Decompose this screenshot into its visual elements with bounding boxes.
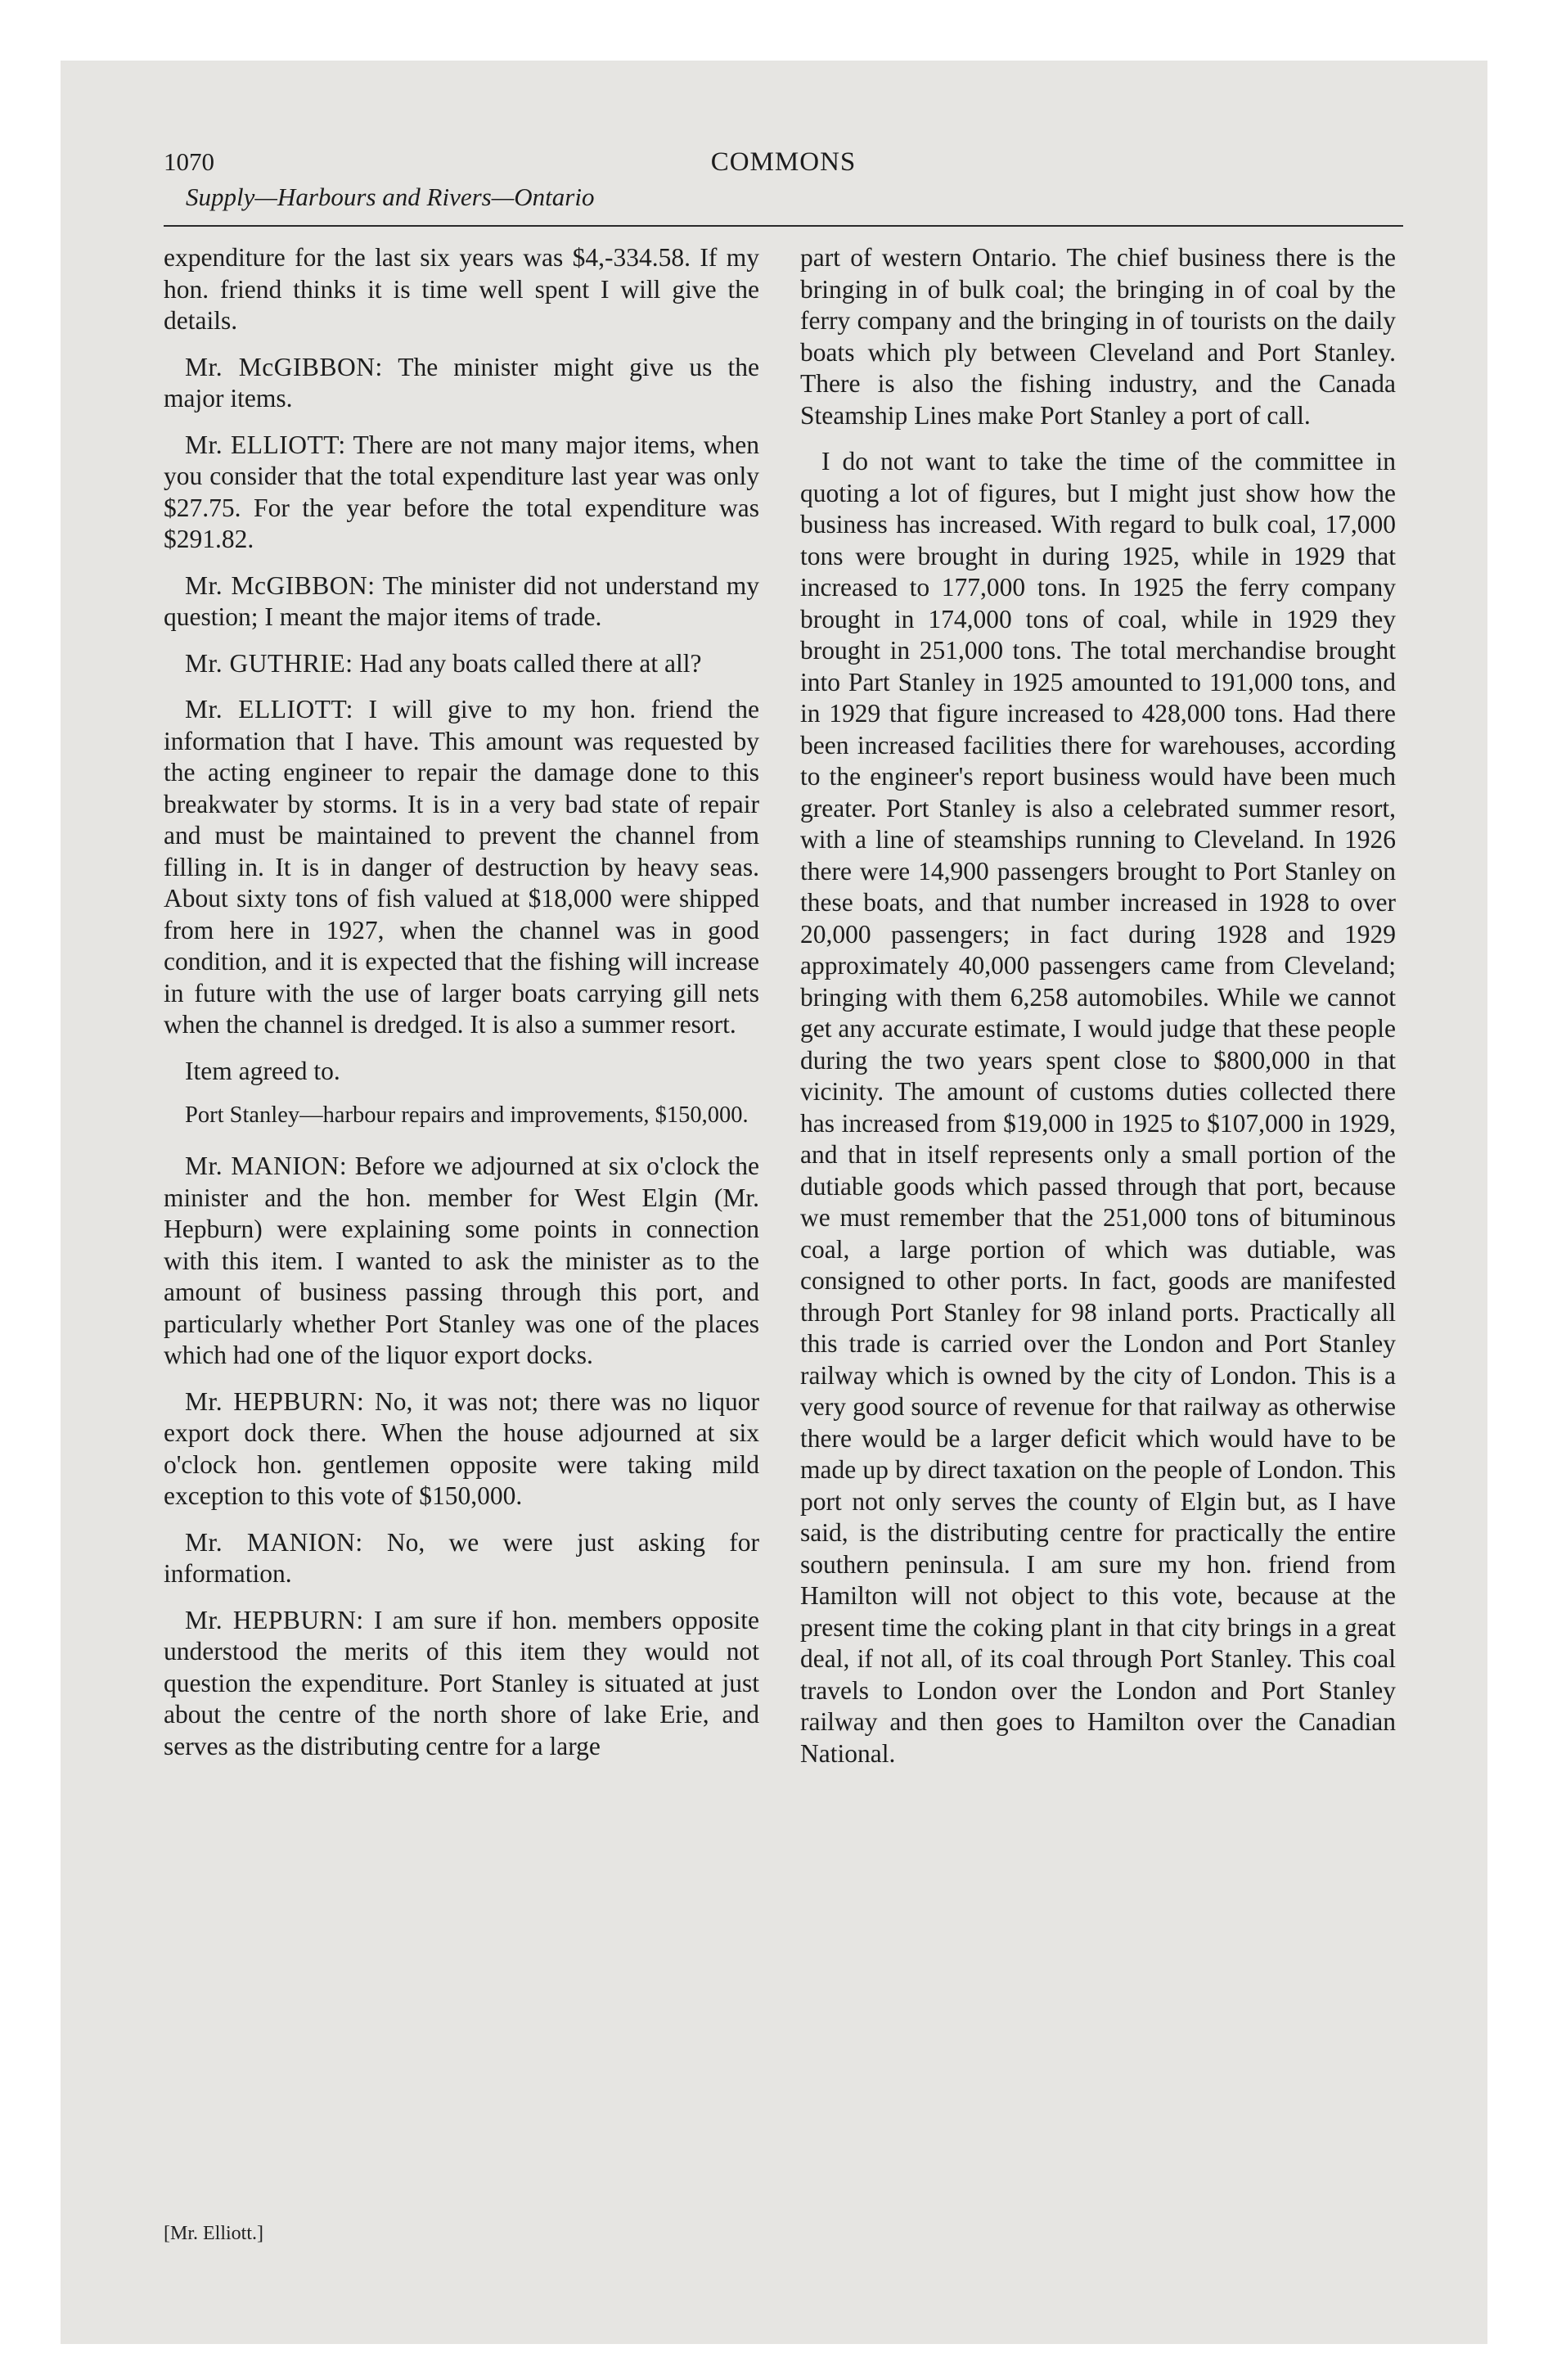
speaker-name: Mr. MANION:	[185, 1152, 348, 1180]
speaker-name: Mr. GUTHRIE:	[185, 648, 353, 678]
procedural-note: Item agreed to.	[185, 1056, 340, 1085]
speaker-name: Mr. HEPBURN:	[185, 1386, 365, 1416]
right-column	[800, 242, 1396, 1784]
speaker-name: Mr. HEPBURN:	[185, 1605, 364, 1634]
left-column	[164, 242, 759, 1777]
speech-paragraph: Mr. MANION: No, we were just asking for information.	[164, 1527, 759, 1588]
paragraph: I do not want to take the time of the committee in quoting a lot of figures, but I might just show how the business has increased. With regard to bulk coal, 17,000 tons were brought in during 1925, while in 1929 that increased to 177,000 tons. In 1925 the ferry company brought in 174,000 tons of coal, while in 1929 they brought in 251,000 tons. The total merchandise brought into Part Stanley in 1925 amounted to 191,000 tons, and in 1929 that figure increased to 428,000 tons. Had there been increased facilities there for warehouses, according to the engineer's report business would have been much greater. Port Stanley is also a celebrated summer resort, with a line of steamships running to Cleveland. In 1926 there were 14,900 passengers brought to Port Stanley on these boats, and that number increased in 1928 to over 20,000 passengers; in fact during 1928 and 1929 approximately 40,000 passengers came from Cleveland; bringing with them 6,258 automobiles. While we cannot get any accurate estimate, I would judge that these people during the two years spent close to $800,000 in that vicinity. The amount of customs duties collected there has increased from $19,000 in 1925 to $107,000 in 1929, and that in itself represents only a small portion of the dutiable goods which passed through that port, because we must remember that the 251,000 tons of bituminous coal, a large portion of which was dutiable, was consigned to other ports. In fact, goods are manifested through Port Stanley for 98 inland ports. Practically all this trade is carried over the London and Port Stanley railway which is owned by the city of London. This is a very good source of revenue for that railway as otherwise there would be a larger deficit which would have to be made up by direct taxation on the people of London. This port not only serves the county of Elgin but, as I have said, is the distributing centre for practically the entire southern peninsula. I am sure my hon. friend from Hamilton will not object to this vote, because at the present time the coking plant in that city brings in a great deal, if not all, of its coal through Port Stanley. This coal travels to London over the London and Port Stanley railway and then goes to Hamilton over the Canadian National.	[800, 447, 1396, 1768]
speaker-name: Mr. MANION:	[185, 1527, 363, 1557]
paragraph: part of western Ontario. The chief business there is the bringing in of bulk coal; the bringing in of coal by the ferry company and the bringing in of tourists on the daily boats which ply between Cleveland and Port Stanley. There is also the fishing industry, and the Canada Steamship Lines make Port Stanley a port of call.	[800, 243, 1396, 430]
speech-paragraph: Mr. McGIBBON: The minister might give us the major items.	[164, 352, 759, 412]
section-subtitle: Supply—Harbours and Rivers—Ontario	[186, 183, 595, 211]
running-title: COMMONS	[710, 147, 857, 177]
speech-paragraph: Mr. HEPBURN: No, it was not; there was no liquor export dock there. When the house adjourned at six o'clock hon. gentlemen opposite were taking mild exception to this vote of $150,000.	[164, 1386, 759, 1510]
page-number: 1070	[164, 147, 214, 176]
speaker-name: Mr. ELLIOTT:	[185, 430, 346, 459]
speech-paragraph: Mr. MANION: Before we adjourned at six o'clock the minister and the hon. member for West Elgin (Mr. Hepburn) were explaining some points in connection with this item. I wanted to ask the minister as to the amount of business passing through this port, and particularly whether Port Stanley was one of the places which had one of the liquor export docks.	[164, 1152, 759, 1369]
paragraph: expenditure for the last six years was $4,-334.58. If my hon. friend thinks it is time well spent I will give the details.	[164, 243, 759, 335]
speaker-name: Mr. ELLIOTT:	[185, 695, 353, 723]
speech-paragraph: Mr. HEPBURN: I am sure if hon. members opposite understood the merits of this item they would not question the expenditure. Port Stanley is situated at just about the centre of the north shore of lake Erie, and serves as the distributing centre for a large	[164, 1605, 759, 1760]
header-rule	[164, 225, 1403, 227]
speech-paragraph: Mr. ELLIOTT: I will give to my hon. friend the information that I have. This amount was requested by the acting engineer to repair the damage done to this breakwater by storms. It is in a very bad state of repair and must be maintained to prevent the channel from filling in. It is in danger of destruction by heavy seas. About sixty tons of fish valued at $18,000 were shipped from here in 1927, when the channel was in good condition, and it is expected that the fishing will increase in future with the use of larger boats carrying gill nets when the channel is dredged. It is also a summer resort.	[164, 695, 760, 1039]
footer-speaker-note: [Mr. Elliott.]	[164, 2223, 263, 2244]
vote-item: Port Stanley—harbour repairs and improvements, $150,000.	[185, 1102, 749, 1128]
speaker-name: Mr. McGIBBON:	[185, 570, 376, 600]
speech-paragraph: Mr. ELLIOTT: There are not many major items, when you consider that the total expenditure last year was only $27.75. For the year before the total expenditure was $291.82.	[164, 430, 759, 553]
speech-paragraph: Mr. McGIBBON: The minister did not understand my question; I meant the major items of trade.	[164, 570, 759, 631]
speech-paragraph: Mr. GUTHRIE: Had any boats called there at all?	[185, 648, 702, 678]
speaker-name: Mr. McGIBBON:	[185, 352, 383, 381]
